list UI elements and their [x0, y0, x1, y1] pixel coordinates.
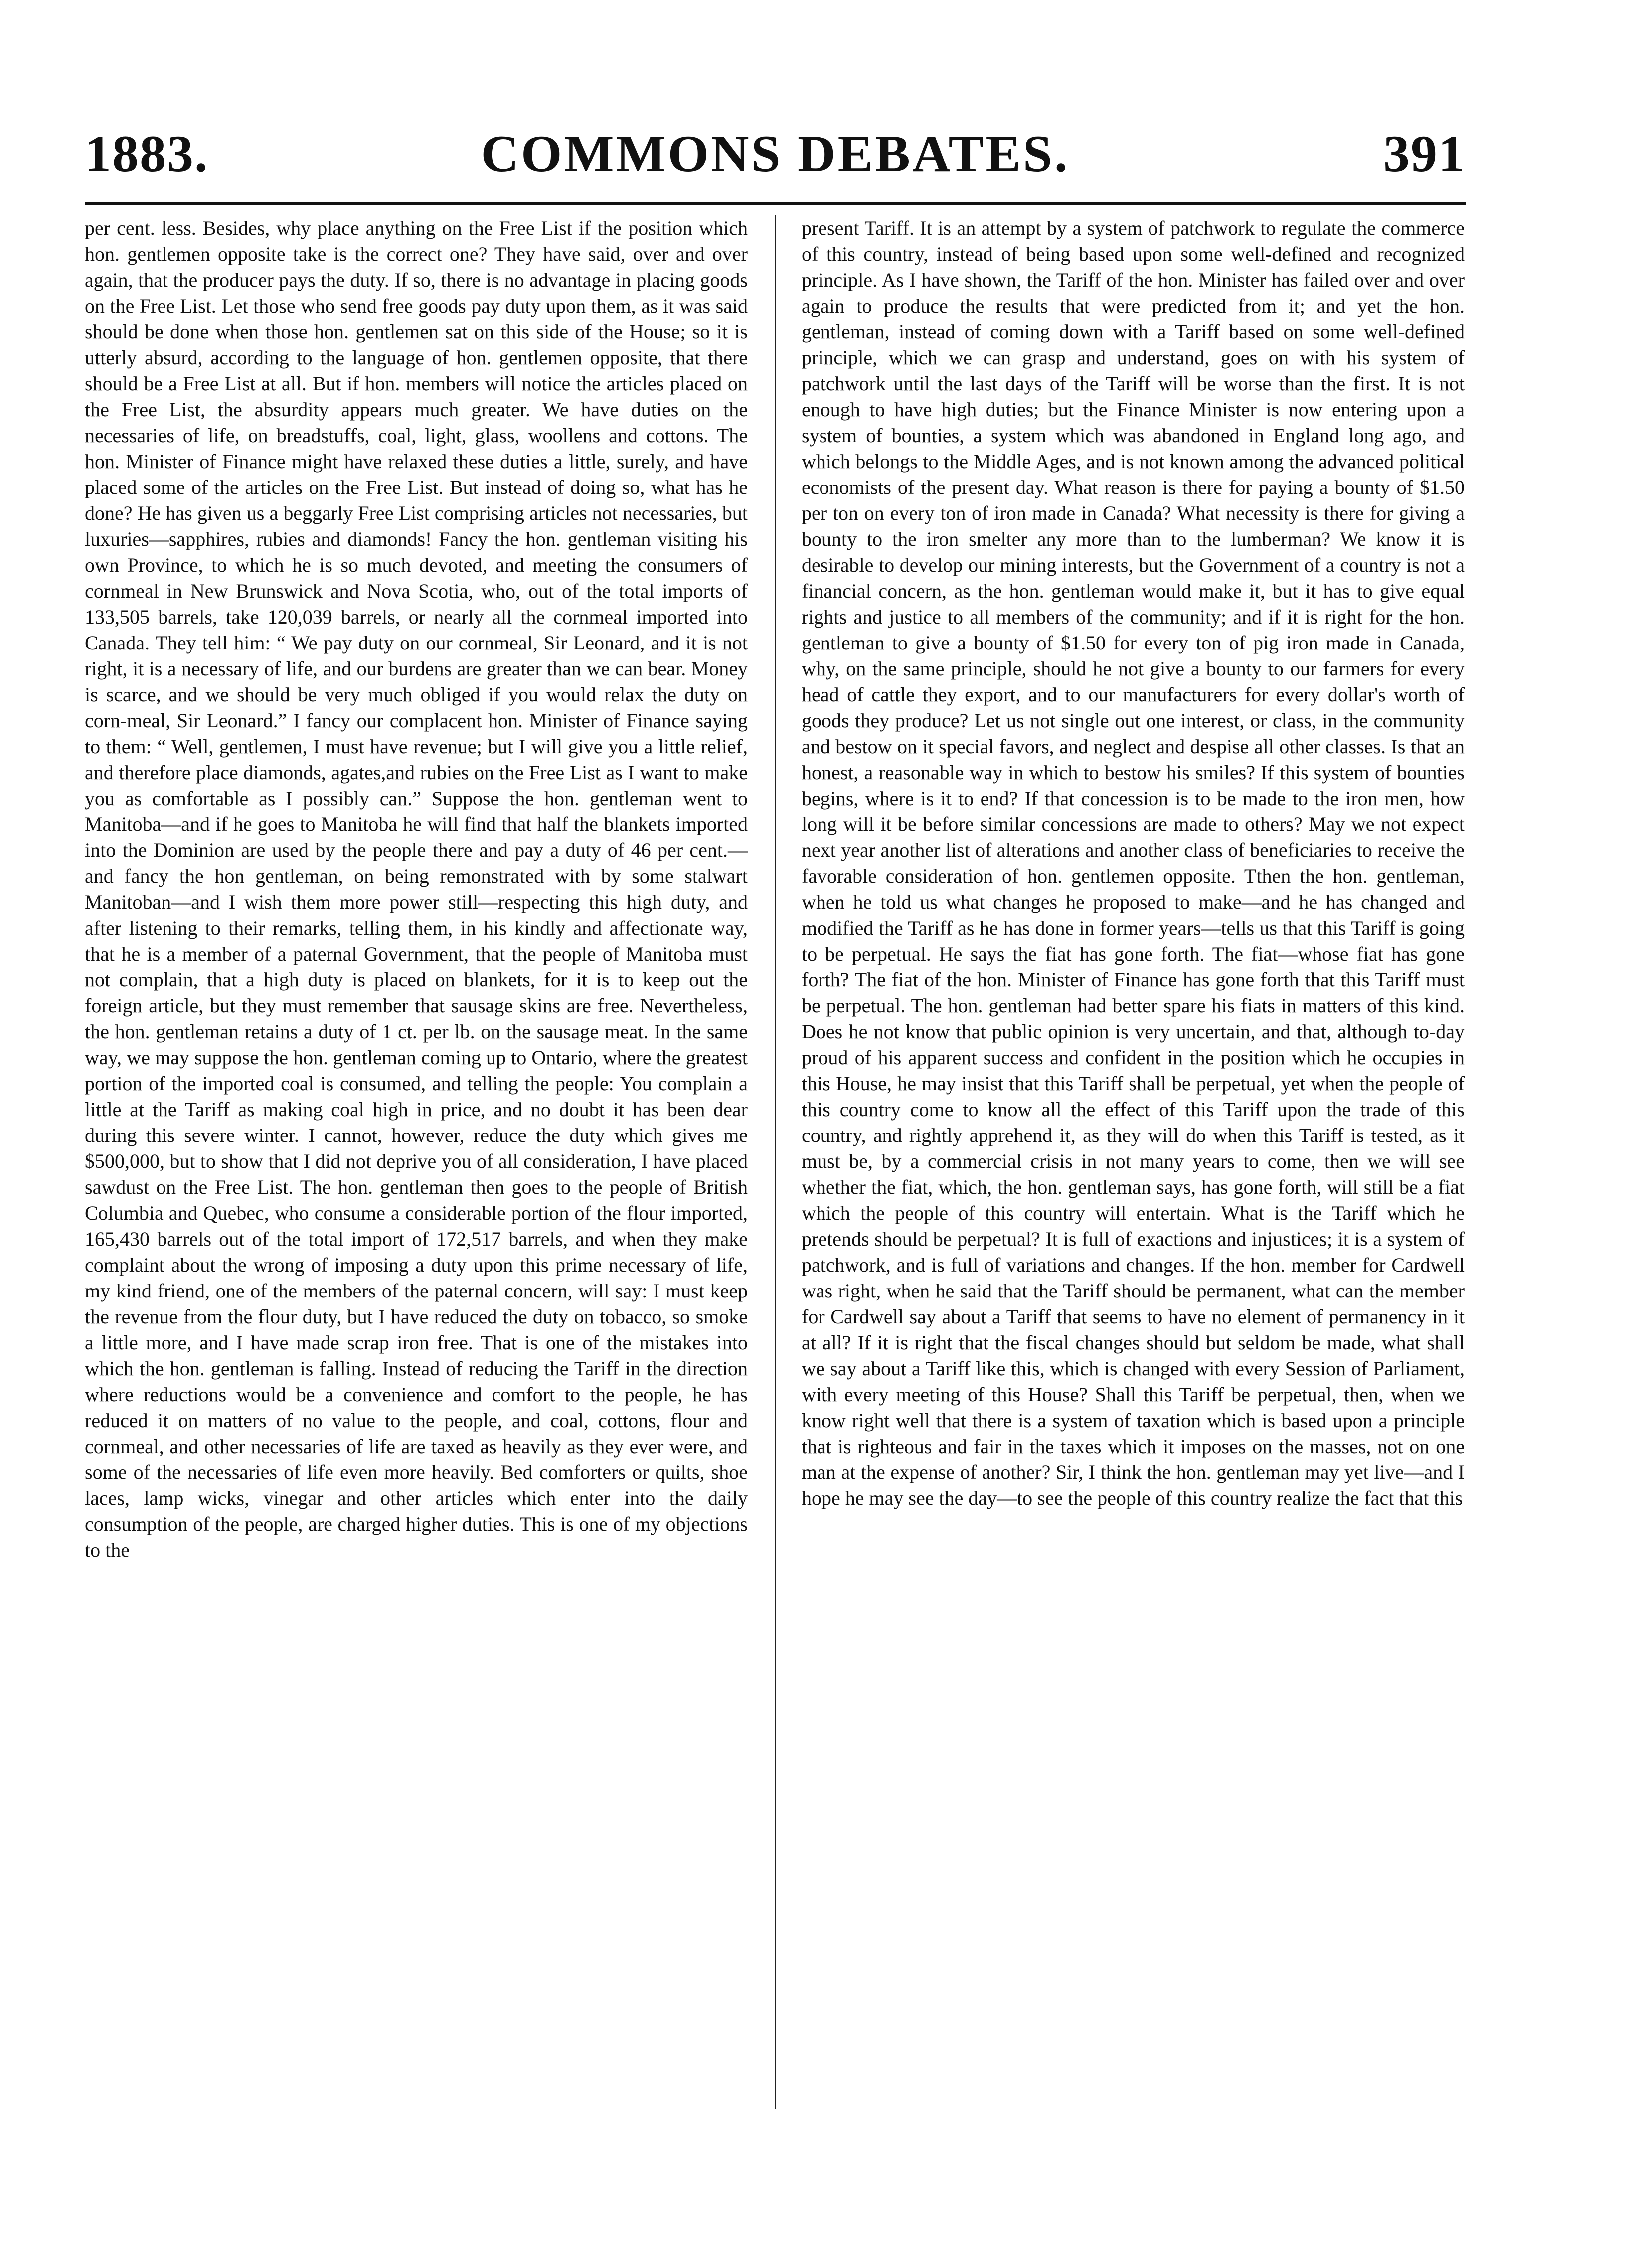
column-divider — [775, 215, 776, 2109]
page-header — [85, 124, 1466, 193]
header-title: COMMONS DEBATES. — [481, 125, 1070, 183]
right-column-text: present Tariff. It is an attempt by a system of patchwork to regulate the commerce of this country, instead of being based upon some well-defined and recognized principle. As I have shown, the Tariff of the hon. Minister has failed over and over again to produce the results that were predicted from it; and yet the hon. gentleman, instead of coming down with a Tariff based on some well-defined principle, which we can grasp and understand, goes on with his system of patchwork until the last days of the Tariff will be worse than the first. It is not enough to have high duties; but the Finance Minister is now entering upon a system of bounties, a system which was abandoned in England long ago, and which belongs to the Middle Ages, and is not known among the advanced political economists of the present day. What reason is there for paying a bounty of $1.50 per ton on every ton of iron made in Canada? What necessity is there for giving a bounty to the iron smelter any more than to the lumberman? We know it is desirable to develop our mining interests, but the Government of a country is not a financial concern, as the hon. gentleman would make it, but it has to give equal rights and justice to all members of the community; and if it is right for the hon. gentleman to give a bounty of $1.50 for every ton of pig iron made in Canada, why, on the same principle, should he not give a bounty to our farmers for every head of cattle they export, and to our manufacturers for every dollar's worth of goods they produce? Let us not single out one interest, or class, in the community and bestow on it special favors, and neglect and despise all other classes. Is that an honest, a reasonable way in which to bestow his smiles? If this system of bounties begins, where is it to end? If that concession is to be made to the iron men, how long will it be before similar concessions are made to others? May we not expect next year another list of alterations and another class of beneficiaries to receive the favorable consideration of hon. gentlemen opposite. Tthen the hon. gentleman, when he told us what changes he proposed to make—and he has changed and modified the Tariff as he has done in former years—tells us that this Tariff is going to be perpetual. He says the fiat has gone forth. The fiat—whose fiat has gone forth? The fiat of the hon. Minister of Finance has gone forth that this Tariff must be perpetual. The hon. gentleman had better spare his fiats in matters of this kind. Does he not know that public opinion is very uncertain, and that, although to-day proud of his apparent success and confident in the position which he occupies in this House, he may insist that this Tariff shall be perpetual, yet when the people of this country come to know all the effect of this Tariff upon the trade of this country, and rightly apprehend it, as they will do when this Tariff is tested, as it must be, by a commercial crisis in not many years to come, then we will see whether the fiat, which, the hon. gentleman says, has gone forth, will still be a fiat which the people of this country will entertain. What is the Tariff which he pretends should be perpetual? It is full of exactions and injustices; it is a system of patchwork, and is full of variations and changes. If the hon. member for Cardwell was right, when he said that the Tariff should be permanent, what can the member for Cardwell say about a Tariff that seems to have no element of permanency in it at all? If it is right that the fiscal changes should but seldom be made, what shall we say about a Tariff like this, which is changed with every Session of Parliament, with every meeting of this House? Shall this Tariff be perpetual, then, when we know right well that there is a system of taxation which is based upon a principle that is righteous and fair in the taxes which it imposes on the masses, not on one man at the expense of another? Sir, I think the hon. gentleman may yet live—and I hope he may see the day—to see the people of this country realize the fact that this — [802, 217, 1465, 1509]
right-column — [802, 215, 1465, 2219]
header-rule — [85, 202, 1466, 205]
header-page-number: 391 — [1383, 125, 1466, 183]
header-year: 1883. — [85, 125, 209, 183]
left-column — [85, 215, 748, 2219]
left-column-text: per cent. less. Besides, why place anything on the Free List if the position which hon. gentlemen opposite take is the correct one? They have said, over and over again, that the producer pays the duty. If so, there is no advantage in placing goods on the Free List. Let those who send free goods pay duty upon them, as it was said should be done when those hon. gentlemen sat on this side of the House; so it is utterly absurd, according to the language of hon. gentlemen opposite, that there should be a Free List at all. But if hon. members will notice the articles placed on the Free List, the absurdity appears much greater. We have duties on the necessaries of life, on breadstuffs, coal, light, glass, woollens and cottons. The hon. Minister of Finance might have relaxed these duties a little, surely, and have placed some of the articles on the Free List. But instead of doing so, what has he done? He has given us a beggarly Free List comprising articles not necessaries, but luxuries—sapphires, rubies and diamonds! Fancy the hon. gentleman visiting his own Province, to which he is so much devoted, and meeting the consumers of cornmeal in New Brunswick and Nova Scotia, who, out of the total imports of 133,505 barrels, take 120,039 barrels, or nearly all the cornmeal imported into Canada. They tell him: “ We pay duty on our cornmeal, Sir Leonard, and it is not right, it is a necessary of life, and our burdens are greater than we can bear. Money is scarce, and we should be very much obliged if you would relax the duty on corn-meal, Sir Leonard.” I fancy our complacent hon. Minister of Finance saying to them: “ Well, gentlemen, I must have revenue; but I will give you a little relief, and therefore place diamonds, agates,and rubies on the Free List as I want to make you as comfortable as I possibly can.” Suppose the hon. gentleman went to Manitoba—and if he goes to Manitoba he will find that half the blankets imported into the Dominion are used by the people there and pay a duty of 46 per cent.—and fancy the hon gentleman, on being remonstrated with by some stalwart Manitoban—and I wish them more power still—respecting this high duty, and after listening to their remarks, telling them, in his kindly and affectionate way, that he is a member of a paternal Government, that the people of Manitoba must not complain, that a high duty is placed on blankets, for it is to keep out the foreign article, but they must remember that sausage skins are free. Nevertheless, the hon. gentleman retains a duty of 1 ct. per lb. on the sausage meat. In the same way, we may suppose the hon. gentleman coming up to Ontario, where the greatest portion of the imported coal is consumed, and telling the people: You complain a little at the Tariff as making coal high in price, and no doubt it has been dear during this severe winter. I cannot, however, reduce the duty which gives me $500,000, but to show that I did not deprive you of all consideration, I have placed sawdust on the Free List. The hon. gentleman then goes to the people of British Columbia and Quebec, who consume a considerable portion of the flour imported, 165,430 barrels out of the total import of 172,517 barrels, and when they make complaint about the wrong of imposing a duty upon this prime necessary of life, my kind friend, one of the members of the paternal concern, will say: I must keep the revenue from the flour duty, but I have reduced the duty on tobacco, so smoke a little more, and I have made scrap iron free. That is one of the mistakes into which the hon. gentleman is falling. Instead of reducing the Tariff in the direction where reductions would be a convenience and comfort to the people, he has reduced it on matters of no value to the people, and coal, cottons, flour and cornmeal, and other necessaries of life are taxed as heavily as they ever were, and some of the necessaries of life even more heavily. Bed comforters or quilts, shoe laces, lamp wicks, vinegar and other articles which enter into the daily consumption of the people, are charged higher duties. This is one of my objections to the — [85, 217, 748, 1561]
